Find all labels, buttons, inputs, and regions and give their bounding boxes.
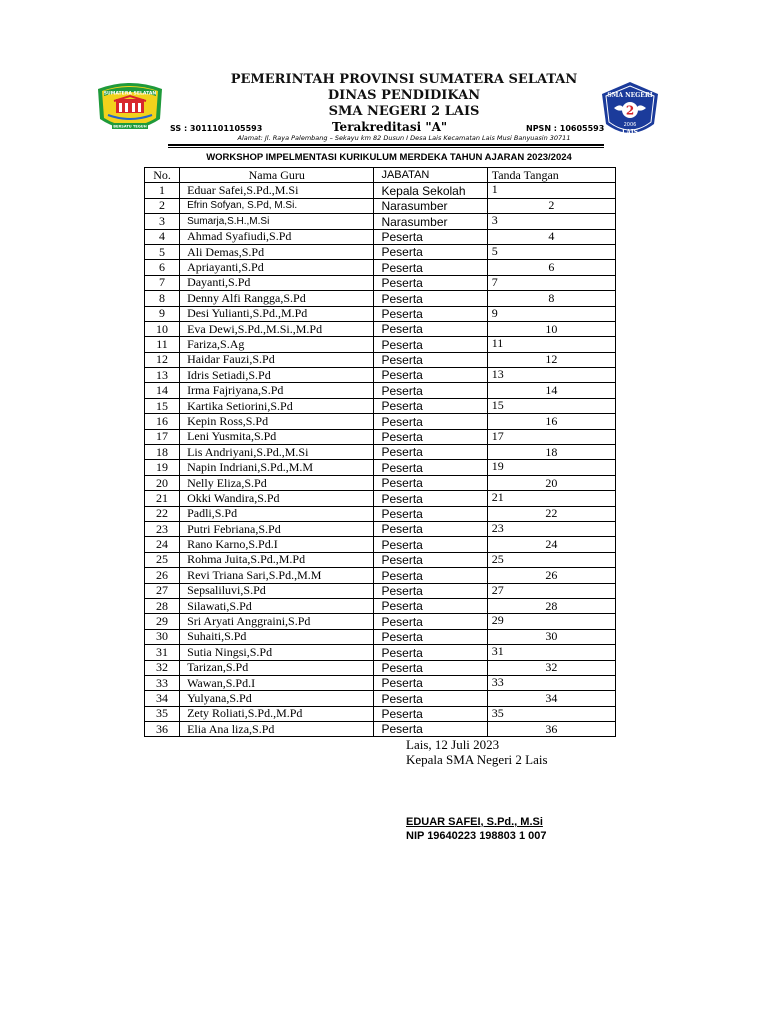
row-tanda-tangan: 16 (487, 414, 615, 429)
row-tanda-tangan: 27 (487, 583, 615, 598)
row-jabatan: Peserta (374, 521, 487, 536)
row-jabatan: Peserta (374, 306, 487, 321)
table-row (145, 552, 616, 567)
row-nama-guru: Napin Indriani,S.Pd.,M.M (180, 460, 374, 475)
row-nama-guru: Kepin Ross,S.Pd (180, 414, 374, 429)
row-jabatan: Peserta (374, 475, 487, 490)
row-no: 18 (145, 445, 180, 460)
row-no: 30 (145, 629, 180, 644)
row-nama-guru: Rohma Juita,S.Pd.,M.Pd (180, 552, 374, 567)
row-nama-guru: Irma Fajriyana,S.Pd (180, 383, 374, 398)
row-no: 10 (145, 321, 180, 336)
table-row (145, 645, 616, 660)
row-jabatan: Peserta (374, 691, 487, 706)
row-nama-guru: Zety Roliati,S.Pd.,M.Pd (180, 706, 374, 721)
table-row (145, 660, 616, 675)
npsn-number: NPSN : 10605593 (526, 124, 605, 133)
row-jabatan: Peserta (374, 429, 487, 444)
svg-text:LAIS: LAIS (621, 129, 639, 136)
row-tanda-tangan: 25 (487, 552, 615, 567)
accreditation: Terakreditasi "A" (332, 120, 448, 134)
row-nama-guru: Nelly Eliza,S.Pd (180, 475, 374, 490)
table-row (145, 583, 616, 598)
row-tanda-tangan: 36 (487, 722, 615, 737)
row-tanda-tangan: 17 (487, 429, 615, 444)
table-row (145, 506, 616, 521)
row-nama-guru: Revi Triana Sari,S.Pd.,M.M (180, 568, 374, 583)
row-nama-guru: Lis Andriyani,S.Pd.,M.Si (180, 445, 374, 460)
row-tanda-tangan: 14 (487, 383, 615, 398)
table-row (145, 260, 616, 275)
row-no: 7 (145, 275, 180, 290)
row-jabatan: Peserta (374, 706, 487, 721)
row-no: 26 (145, 568, 180, 583)
row-no: 16 (145, 414, 180, 429)
row-tanda-tangan: 33 (487, 675, 615, 690)
row-tanda-tangan: 2 (487, 198, 615, 213)
svg-text:2006: 2006 (623, 122, 637, 128)
row-tanda-tangan: 22 (487, 506, 615, 521)
row-tanda-tangan: 29 (487, 614, 615, 629)
row-nama-guru: Tarizan,S.Pd (180, 660, 374, 675)
header-department: DINAS PENDIDIKAN (327, 88, 481, 103)
row-nama-guru: Fariza,S.Ag (180, 337, 374, 352)
row-no: 23 (145, 521, 180, 536)
svg-text:SMA NEGERI: SMA NEGERI (607, 92, 653, 99)
table-row (145, 352, 616, 367)
row-nama-guru: Rano Karno,S.Pd.I (180, 537, 374, 552)
row-jabatan: Peserta (374, 337, 487, 352)
row-nama-guru: Efrin Sofyan, S.Pd, M.Si. (180, 198, 374, 213)
row-tanda-tangan: 7 (487, 275, 615, 290)
row-no: 35 (145, 706, 180, 721)
row-nama-guru: Silawati,S.Pd (180, 598, 374, 613)
row-nama-guru: Kartika Setiorini,S.Pd (180, 398, 374, 413)
nss-number: SS : 3011101105593 (170, 124, 263, 133)
row-tanda-tangan: 1 (487, 183, 615, 198)
row-no: 5 (145, 244, 180, 259)
row-no: 24 (145, 537, 180, 552)
row-nama-guru: Ali Demas,S.Pd (180, 244, 374, 259)
table-row (145, 244, 616, 259)
table-row (145, 491, 616, 506)
table-row (145, 675, 616, 690)
row-no: 36 (145, 722, 180, 737)
signature-name: EDUAR SAFEI, S.Pd., M.Si (406, 816, 543, 828)
row-nama-guru: Eduar Safei,S.Pd.,M.Si (180, 183, 374, 198)
row-no: 31 (145, 645, 180, 660)
row-jabatan: Narasumber (374, 214, 487, 229)
row-jabatan: Peserta (374, 244, 487, 259)
row-tanda-tangan: 28 (487, 598, 615, 613)
row-jabatan: Peserta (374, 460, 487, 475)
row-jabatan: Peserta (374, 352, 487, 367)
table-row (145, 198, 616, 213)
row-nama-guru: Wawan,S.Pd.I (180, 675, 374, 690)
svg-text:BERSATU TEGUH: BERSATU TEGUH (113, 124, 147, 129)
row-no: 21 (145, 491, 180, 506)
row-jabatan: Peserta (374, 675, 487, 690)
header-school-name: SMA NEGERI 2 LAIS (328, 104, 480, 119)
row-tanda-tangan: 8 (487, 291, 615, 306)
row-no: 3 (145, 214, 180, 229)
header-tanda-tangan: Tanda Tangan (487, 168, 615, 183)
row-tanda-tangan: 20 (487, 475, 615, 490)
row-tanda-tangan: 23 (487, 521, 615, 536)
table-row (145, 321, 616, 336)
row-tanda-tangan: 10 (487, 321, 615, 336)
row-jabatan: Peserta (374, 414, 487, 429)
row-tanda-tangan: 32 (487, 660, 615, 675)
header-divider-thick (168, 144, 604, 146)
signature-position: Kepala SMA Negeri 2 Lais (406, 752, 548, 767)
row-nama-guru: Desi Yulianti,S.Pd.,M.Pd (180, 306, 374, 321)
row-no: 2 (145, 198, 180, 213)
row-jabatan: Peserta (374, 552, 487, 567)
row-tanda-tangan: 3 (487, 214, 615, 229)
svg-text:2: 2 (625, 103, 635, 118)
table-header-row (145, 168, 616, 183)
header-no: No. (145, 168, 180, 183)
table-row (145, 398, 616, 413)
table-row (145, 306, 616, 321)
row-jabatan: Peserta (374, 398, 487, 413)
attendance-table (144, 167, 616, 737)
row-no: 14 (145, 383, 180, 398)
table-row (145, 445, 616, 460)
row-nama-guru: Sutia Ningsi,S.Pd (180, 645, 374, 660)
table-row (145, 629, 616, 644)
table-row (145, 722, 616, 737)
svg-text:SUMATERA SELATAN: SUMATERA SELATAN (103, 91, 157, 97)
row-jabatan: Peserta (374, 629, 487, 644)
row-nama-guru: Elia Ana liza,S.Pd (180, 722, 374, 737)
signature-nip: NIP 19640223 198803 1 007 (406, 830, 547, 842)
row-no: 33 (145, 675, 180, 690)
row-nama-guru: Eva Dewi,S.Pd.,M.Si.,M.Pd (180, 321, 374, 336)
row-jabatan: Peserta (374, 722, 487, 737)
row-no: 29 (145, 614, 180, 629)
table-row (145, 429, 616, 444)
row-no: 1 (145, 183, 180, 198)
row-jabatan: Peserta (374, 614, 487, 629)
row-nama-guru: Denny Alfi Rangga,S.Pd (180, 291, 374, 306)
header-jabatan: JABATAN (374, 168, 487, 183)
header-nama-guru: Nama Guru (180, 168, 374, 183)
table-row (145, 475, 616, 490)
row-tanda-tangan: 18 (487, 445, 615, 460)
row-no: 17 (145, 429, 180, 444)
row-tanda-tangan: 12 (487, 352, 615, 367)
row-tanda-tangan: 15 (487, 398, 615, 413)
row-nama-guru: Sri Aryati Anggraini,S.Pd (180, 614, 374, 629)
table-row (145, 183, 616, 198)
table-row (145, 229, 616, 244)
row-nama-guru: Padli,S.Pd (180, 506, 374, 521)
row-tanda-tangan: 31 (487, 645, 615, 660)
row-nama-guru: Suhaiti,S.Pd (180, 629, 374, 644)
table-row (145, 537, 616, 552)
table-row (145, 214, 616, 229)
row-no: 32 (145, 660, 180, 675)
table-row (145, 368, 616, 383)
row-nama-guru: Yulyana,S.Pd (180, 691, 374, 706)
row-jabatan: Peserta (374, 368, 487, 383)
row-jabatan: Peserta (374, 275, 487, 290)
row-tanda-tangan: 34 (487, 691, 615, 706)
row-nama-guru: Dayanti,S.Pd (180, 275, 374, 290)
table-row (145, 383, 616, 398)
table-row (145, 706, 616, 721)
row-no: 6 (145, 260, 180, 275)
row-tanda-tangan: 5 (487, 244, 615, 259)
document-title: WORKSHOP IMPELMENTASI KURIKULUM MERDEKA TAHUN AJARAN 2023/2024 (206, 152, 572, 163)
row-tanda-tangan: 11 (487, 337, 615, 352)
row-tanda-tangan: 19 (487, 460, 615, 475)
header-divider-thin (168, 147, 604, 148)
row-jabatan: Narasumber (374, 198, 487, 213)
signature-place-date: Lais, 12 Juli 2023 (406, 737, 500, 752)
table-row (145, 568, 616, 583)
row-nama-guru: Okki Wandira,S.Pd (180, 491, 374, 506)
row-nama-guru: Sepsaliluvi,S.Pd (180, 583, 374, 598)
row-jabatan: Peserta (374, 568, 487, 583)
table-row (145, 614, 616, 629)
row-jabatan: Peserta (374, 660, 487, 675)
row-no: 4 (145, 229, 180, 244)
row-no: 20 (145, 475, 180, 490)
row-no: 12 (145, 352, 180, 367)
table-row (145, 337, 616, 352)
row-nama-guru: Haidar Fauzi,S.Pd (180, 352, 374, 367)
table-row (145, 414, 616, 429)
row-tanda-tangan: 21 (487, 491, 615, 506)
row-nama-guru: Sumarja,S.H.,M.Si (180, 214, 374, 229)
row-jabatan: Peserta (374, 321, 487, 336)
row-tanda-tangan: 9 (487, 306, 615, 321)
row-jabatan: Peserta (374, 583, 487, 598)
row-nama-guru: Leni Yusmita,S.Pd (180, 429, 374, 444)
table-row (145, 460, 616, 475)
row-jabatan: Peserta (374, 645, 487, 660)
row-no: 25 (145, 552, 180, 567)
row-tanda-tangan: 6 (487, 260, 615, 275)
row-jabatan: Peserta (374, 291, 487, 306)
row-jabatan: Peserta (374, 537, 487, 552)
row-no: 15 (145, 398, 180, 413)
row-no: 22 (145, 506, 180, 521)
row-no: 27 (145, 583, 180, 598)
row-nama-guru: Putri Febriana,S.Pd (180, 521, 374, 536)
row-tanda-tangan: 24 (487, 537, 615, 552)
row-no: 11 (145, 337, 180, 352)
row-jabatan: Peserta (374, 383, 487, 398)
row-jabatan: Peserta (374, 598, 487, 613)
row-tanda-tangan: 30 (487, 629, 615, 644)
row-nama-guru: Ahmad Syafiudi,S.Pd (180, 229, 374, 244)
row-jabatan: Kepala Sekolah (374, 183, 487, 198)
row-nama-guru: Apriayanti,S.Pd (180, 260, 374, 275)
table-row (145, 598, 616, 613)
row-tanda-tangan: 26 (487, 568, 615, 583)
row-no: 28 (145, 598, 180, 613)
row-jabatan: Peserta (374, 229, 487, 244)
row-jabatan: Peserta (374, 445, 487, 460)
row-tanda-tangan: 4 (487, 229, 615, 244)
school-address: Alamat: Jl. Raya Palembang – Sekayu km 82 Dusun I Desa Lais Kecamatan Lais Musi Banyuasin 30711 (237, 134, 571, 142)
row-jabatan: Peserta (374, 260, 487, 275)
table-row (145, 291, 616, 306)
header-government: PEMERINTAH PROVINSI SUMATERA SELATAN (230, 72, 578, 87)
row-no: 9 (145, 306, 180, 321)
table-row (145, 691, 616, 706)
row-no: 13 (145, 368, 180, 383)
table-row (145, 275, 616, 290)
row-nama-guru: Idris Setiadi,S.Pd (180, 368, 374, 383)
row-tanda-tangan: 13 (487, 368, 615, 383)
row-no: 34 (145, 691, 180, 706)
row-tanda-tangan: 35 (487, 706, 615, 721)
row-no: 19 (145, 460, 180, 475)
table-row (145, 521, 616, 536)
row-jabatan: Peserta (374, 506, 487, 521)
row-jabatan: Peserta (374, 491, 487, 506)
row-no: 8 (145, 291, 180, 306)
